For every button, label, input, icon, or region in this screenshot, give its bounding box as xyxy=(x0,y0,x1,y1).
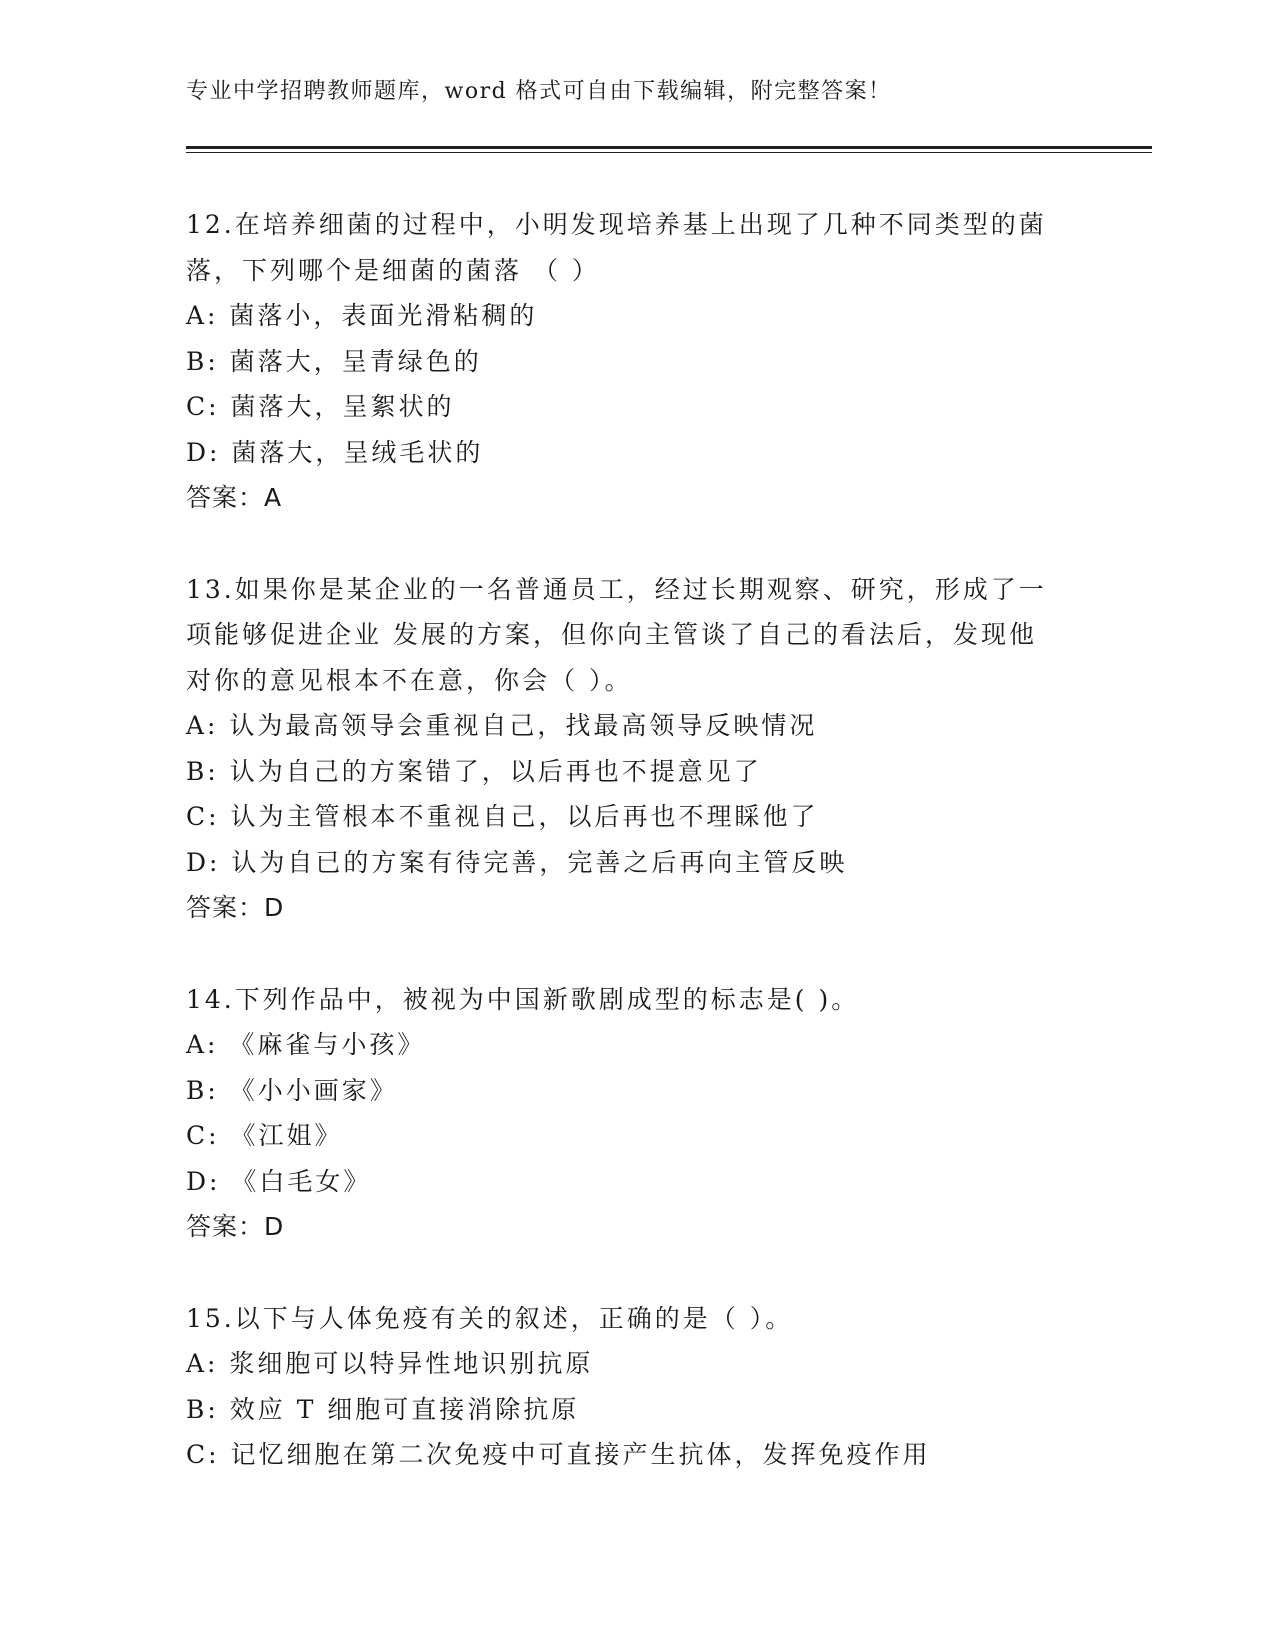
option-d: D: 认为自已的方案有待完善，完善之后再向主管反映 xyxy=(186,847,848,877)
option-a: A: 《麻雀与小孩》 xyxy=(186,1030,426,1059)
question-15 xyxy=(186,1296,1086,1478)
option-c: C: 记忆细胞在第二次免疫中可直接产生抗体，发挥免疫作用 xyxy=(186,1440,931,1469)
answer: 答案：A xyxy=(186,483,283,512)
question-stem: 13.如果你是某企业的一名普通员工，经过长期观察、研究，形成了一 xyxy=(186,574,1047,604)
option-c: C: 《江姐》 xyxy=(186,1121,343,1150)
question-stem: 14.下列作品中，被视为中国新歌剧成型的标志是( )。 xyxy=(186,984,860,1014)
option-b: B: 《小小画家》 xyxy=(186,1075,398,1105)
question-13 xyxy=(186,567,1086,931)
option-a: A: 菌落小，表面光滑粘稠的 xyxy=(186,301,538,330)
option-d: D: 《白毛女》 xyxy=(186,1166,372,1196)
page-header: 专业中学招聘教师题库，word 格式可自由下载编辑，附完整答案！ xyxy=(186,79,892,104)
question-12 xyxy=(186,202,1086,521)
question-stem: 15.以下与人体免疫有关的叙述，正确的是（ ）。 xyxy=(186,1303,794,1333)
option-c: C: 菌落大，呈絮状的 xyxy=(186,392,455,421)
option-b: B: 菌落大，呈青绿色的 xyxy=(186,346,482,376)
header-rule-thick xyxy=(186,146,1152,149)
question-stem: 项能够促进企业 发展的方案，但你向主管谈了自己的看法后，发现他 xyxy=(186,620,1037,649)
option-b: B: 认为自己的方案错了，以后再也不提意见了 xyxy=(186,756,762,786)
option-c: C: 认为主管根本不重视自己，以后再也不理睬他了 xyxy=(186,802,819,831)
answer: 答案：D xyxy=(186,1212,285,1241)
question-stem: 对你的意见根本不在意，你会（ ）。 xyxy=(186,665,633,695)
option-a: A: 认为最高领导会重视自己，找最高领导反映情况 xyxy=(186,711,818,740)
header-rule-thin xyxy=(186,152,1152,153)
answer: 答案：D xyxy=(186,893,285,922)
option-a: A: 浆细胞可以特异性地识别抗原 xyxy=(186,1349,594,1378)
question-stem: 12.在培养细菌的过程中，小明发现培养基上出现了几种不同类型的菌 xyxy=(186,210,1047,239)
question-list xyxy=(186,202,1086,1524)
option-b: B: 效应 T 细胞可直接消除抗原 xyxy=(186,1394,580,1424)
option-d: D: 菌落大，呈绒毛状的 xyxy=(186,437,484,467)
question-14 xyxy=(186,977,1086,1250)
question-stem: 落，下列哪个是细菌的菌落 （ ） xyxy=(186,255,600,285)
